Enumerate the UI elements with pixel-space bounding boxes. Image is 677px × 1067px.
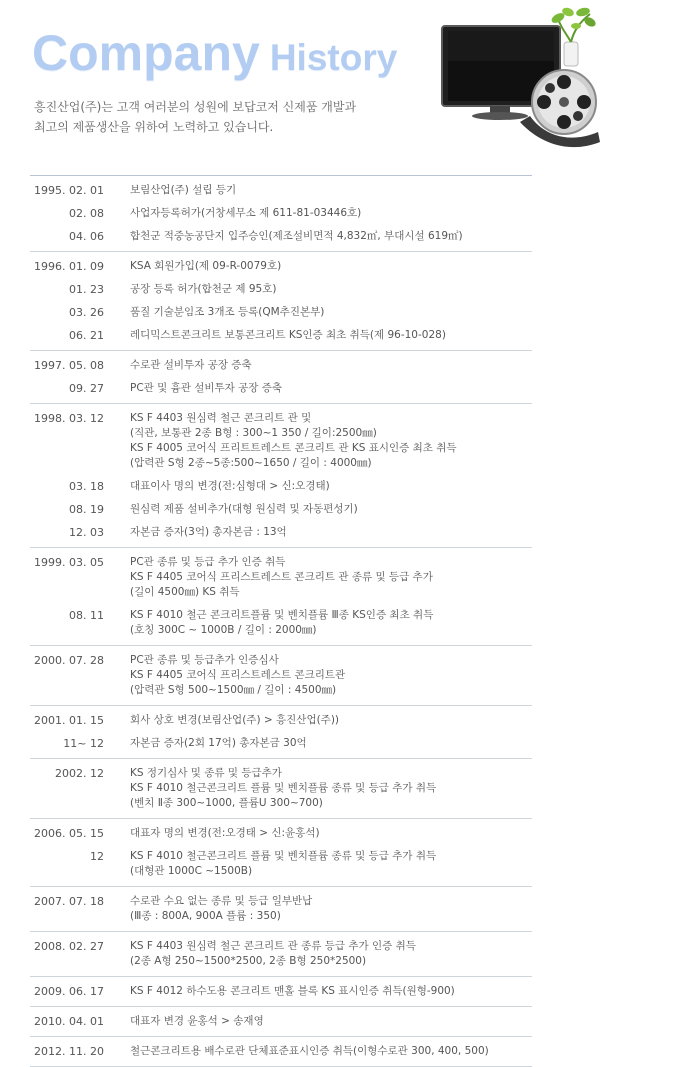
entry-description: [130, 282, 532, 297]
entry-line: 합천군 적중농공단지 입주승인(제조설비면적 4,832㎡, 부대시설 619㎡): [130, 230, 463, 242]
entry-line: KS F 4010 철근콘크리트 플륨 및 벤치플륨 종류 및 등급 추가 취득: [130, 850, 437, 862]
history-entry: [30, 498, 532, 521]
entry-line: (호칭 300C ~ 1000B / 길이 : 2000㎜): [130, 624, 317, 636]
entry-description: [130, 502, 532, 517]
entry-date: 2002. 12: [55, 767, 104, 780]
year-group: [30, 932, 532, 977]
entry-description: [130, 766, 532, 811]
entry-date: 1995. 02. 01: [34, 184, 104, 197]
entry-date: 2001. 01. 15: [34, 714, 104, 727]
entry-description: [130, 894, 532, 924]
entry-line: 보림산업(주) 설립 등기: [130, 184, 237, 196]
history-timeline: [30, 175, 532, 1067]
entry-line: KSA 회원가입(제 09-R-0079호): [130, 260, 282, 272]
history-entry: [30, 521, 532, 544]
entry-line: KS F 4403 원심력 철근 콘크리트 관 및: [130, 412, 312, 424]
entry-description: [130, 328, 532, 343]
entry-line: PC관 종류 및 등급 추가 인증 취득: [130, 556, 286, 568]
intro-line: 최고의 제품생산을 위하여 노력하고 있습니다.: [34, 120, 274, 134]
entry-line: 대표이사 명의 변경(전:심형대 > 신:오경태): [130, 480, 330, 492]
page-title: [32, 24, 397, 82]
entry-date: 2007. 07. 18: [34, 895, 104, 908]
history-entry: [30, 890, 532, 928]
entry-description: [130, 826, 532, 841]
entry-line: (압력관 S형 2종~5종:500~1650 / 길이 : 4000㎜): [130, 457, 372, 469]
history-entry: [30, 822, 532, 845]
entry-line: 품질 기술분임조 3개조 등록(QM추진본부): [130, 306, 325, 318]
year-group: [30, 404, 532, 548]
year-group: [30, 1037, 532, 1067]
history-entry: [30, 225, 532, 248]
year-group: [30, 1007, 532, 1037]
history-entry: [30, 407, 532, 475]
entry-description: [130, 849, 532, 879]
history-entry: [30, 278, 532, 301]
entry-line: (Ⅲ종 : 800A, 900A 플륨 : 350): [130, 910, 281, 922]
entry-description: [130, 713, 532, 728]
entry-date: 11~ 12: [63, 737, 104, 750]
entry-date: 03. 18: [69, 480, 104, 493]
entry-line: (대형관 1000C ~1500B): [130, 865, 253, 877]
entry-line: (2종 A형 250~1500*2500, 2종 B형 250*2500): [130, 955, 367, 967]
history-entry: [30, 202, 532, 225]
entry-line: (압력관 S형 500~1500㎜ / 길이 : 4500㎜): [130, 684, 337, 696]
year-group: [30, 646, 532, 706]
year-group: [30, 351, 532, 404]
entry-line: (벤치 Ⅱ종 300~1000, 플륨U 300~700): [130, 797, 323, 809]
entry-date: 02. 08: [69, 207, 104, 220]
history-entry: [30, 762, 532, 815]
history-entry: [30, 980, 532, 1003]
entry-line: 자본금 증자(3억) 총자본금 : 13억: [130, 526, 287, 538]
year-group: [30, 887, 532, 932]
history-entry: [30, 935, 532, 973]
history-entry: [30, 475, 532, 498]
entry-line: KS F 4405 코어식 프리스트레스트 콘크리트 관 종류 및 등급 추가: [130, 571, 433, 583]
entry-date: 03. 26: [69, 306, 104, 319]
entry-date: 2000. 07. 28: [34, 654, 104, 667]
entry-line: 철근콘크리트용 배수로관 단체표준표시인증 취득(이형수로관 300, 400, 500): [130, 1045, 489, 1057]
entry-description: [130, 479, 532, 494]
entry-line: 사업자등록허가(거창세무소 제 611-81-03446호): [130, 207, 362, 219]
entry-description: [130, 206, 532, 221]
year-group: [30, 548, 532, 646]
entry-line: 자본금 증자(2회 17억) 총자본금 30억: [130, 737, 307, 749]
entry-date: 1997. 05. 08: [34, 359, 104, 372]
year-group: [30, 252, 532, 351]
entry-description: [130, 525, 532, 540]
history-entry: [30, 551, 532, 604]
film-reel-icon: [532, 70, 596, 134]
entry-line: 수로관 수요 없는 종류 및 등급 일부반납: [130, 895, 313, 907]
entry-line: KS F 4010 철근 콘크리트플륨 및 벤치플륨 Ⅲ종 KS인증 최초 취득: [130, 609, 434, 621]
entry-line: KS F 4005 코어식 프리트트레스트 콘크리트 관 KS 표시인증 최초 취득: [130, 442, 457, 454]
entry-date: 08. 19: [69, 503, 104, 516]
history-entry: [30, 845, 532, 883]
entry-line: 수로관 설비투자 공장 증축: [130, 359, 252, 371]
entry-line: 레디믹스트콘크리트 보통콘크리트 KS인증 최초 취득(제 96-10-028): [130, 329, 446, 341]
year-group: [30, 819, 532, 887]
entry-date: 1999. 03. 05: [34, 556, 104, 569]
entry-line: KS 정기심사 및 종류 및 등급추가: [130, 767, 282, 779]
entry-line: KS F 4012 하수도용 콘크리트 맨홀 블록 KS 표시인증 취득(원형-900): [130, 985, 455, 997]
history-entry: [30, 354, 532, 377]
entry-date: 2010. 04. 01: [34, 1015, 104, 1028]
entry-description: [130, 939, 532, 969]
page-title-company: Company: [32, 25, 260, 81]
page-header: [0, 0, 677, 170]
history-entry: [30, 324, 532, 347]
entry-line: 회사 상호 변경(보림산업(주) > 흥진산업(주)): [130, 714, 340, 726]
entry-line: (직관, 보통관 2종 B형 : 300~1 350 / 길이:2500㎜): [130, 427, 377, 439]
entry-description: [130, 229, 532, 244]
entry-date: 2012. 11. 20: [34, 1045, 104, 1058]
entry-line: PC관 종류 및 등급추가 인증심사: [130, 654, 279, 666]
entry-description: [130, 653, 532, 698]
entry-line: KS F 4405 코어식 프리스트레스트 콘크리트관: [130, 669, 346, 681]
entry-description: [130, 259, 532, 274]
entry-date: 2008. 02. 27: [34, 940, 104, 953]
history-entry: [30, 1040, 532, 1063]
history-entry: [30, 1010, 532, 1033]
intro-text: [34, 97, 434, 137]
entry-description: [130, 1044, 532, 1059]
year-group: [30, 759, 532, 819]
entry-line: 원심력 제품 설비추가(대형 원심력 및 자동편성기): [130, 503, 358, 515]
year-group: [30, 706, 532, 759]
entry-date: 12. 03: [69, 526, 104, 539]
entry-date: 01. 23: [69, 283, 104, 296]
monitor-film-reel-illustration: [440, 4, 610, 154]
history-entry: [30, 649, 532, 702]
entry-description: [130, 305, 532, 320]
entry-line: 공장 등록 허가(합천군 제 95호): [130, 283, 277, 295]
entry-line: KS F 4403 원심력 철근 콘크리트 관 종류 등급 추가 인증 취득: [130, 940, 416, 952]
entry-description: [130, 1014, 532, 1029]
history-entry: [30, 732, 532, 755]
entry-date: 09. 27: [69, 382, 104, 395]
history-entry: [30, 179, 532, 202]
entry-description: [130, 736, 532, 751]
history-entry: [30, 255, 532, 278]
entry-description: [130, 411, 532, 471]
entry-line: 대표자 명의 변경(전:오경태 > 신:윤홍석): [130, 827, 320, 839]
year-group: [30, 176, 532, 252]
entry-date: 2006. 05. 15: [34, 827, 104, 840]
entry-description: [130, 183, 532, 198]
history-entry: [30, 377, 532, 400]
entry-description: [130, 358, 532, 373]
history-entry: [30, 301, 532, 324]
entry-line: (길이 4500㎜) KS 취득: [130, 586, 240, 598]
history-entry: [30, 604, 532, 642]
entry-date: 06. 21: [69, 329, 104, 342]
entry-description: [130, 381, 532, 396]
entry-description: [130, 984, 532, 999]
history-entry: [30, 709, 532, 732]
entry-description: [130, 608, 532, 638]
entry-description: [130, 555, 532, 600]
intro-line: 흥진산업(주)는 고객 여러분의 성원에 보답코저 신제품 개발과: [34, 100, 357, 114]
entry-date: 12: [90, 850, 104, 863]
entry-line: 대표자 변경 윤홍석 > 송재영: [130, 1015, 264, 1027]
entry-date: 08. 11: [69, 609, 104, 622]
page-title-history: History: [269, 37, 398, 78]
entry-line: KS F 4010 철근콘크리트 플륨 및 벤치플륨 종류 및 등급 추가 취득: [130, 782, 437, 794]
entry-date: 1998. 03. 12: [34, 412, 104, 425]
entry-line: PC관 및 흄관 설비투자 공장 증축: [130, 382, 283, 394]
entry-date: 1996. 01. 09: [34, 260, 104, 273]
entry-date: 2009. 06. 17: [34, 985, 104, 998]
entry-date: 04. 06: [69, 230, 104, 243]
